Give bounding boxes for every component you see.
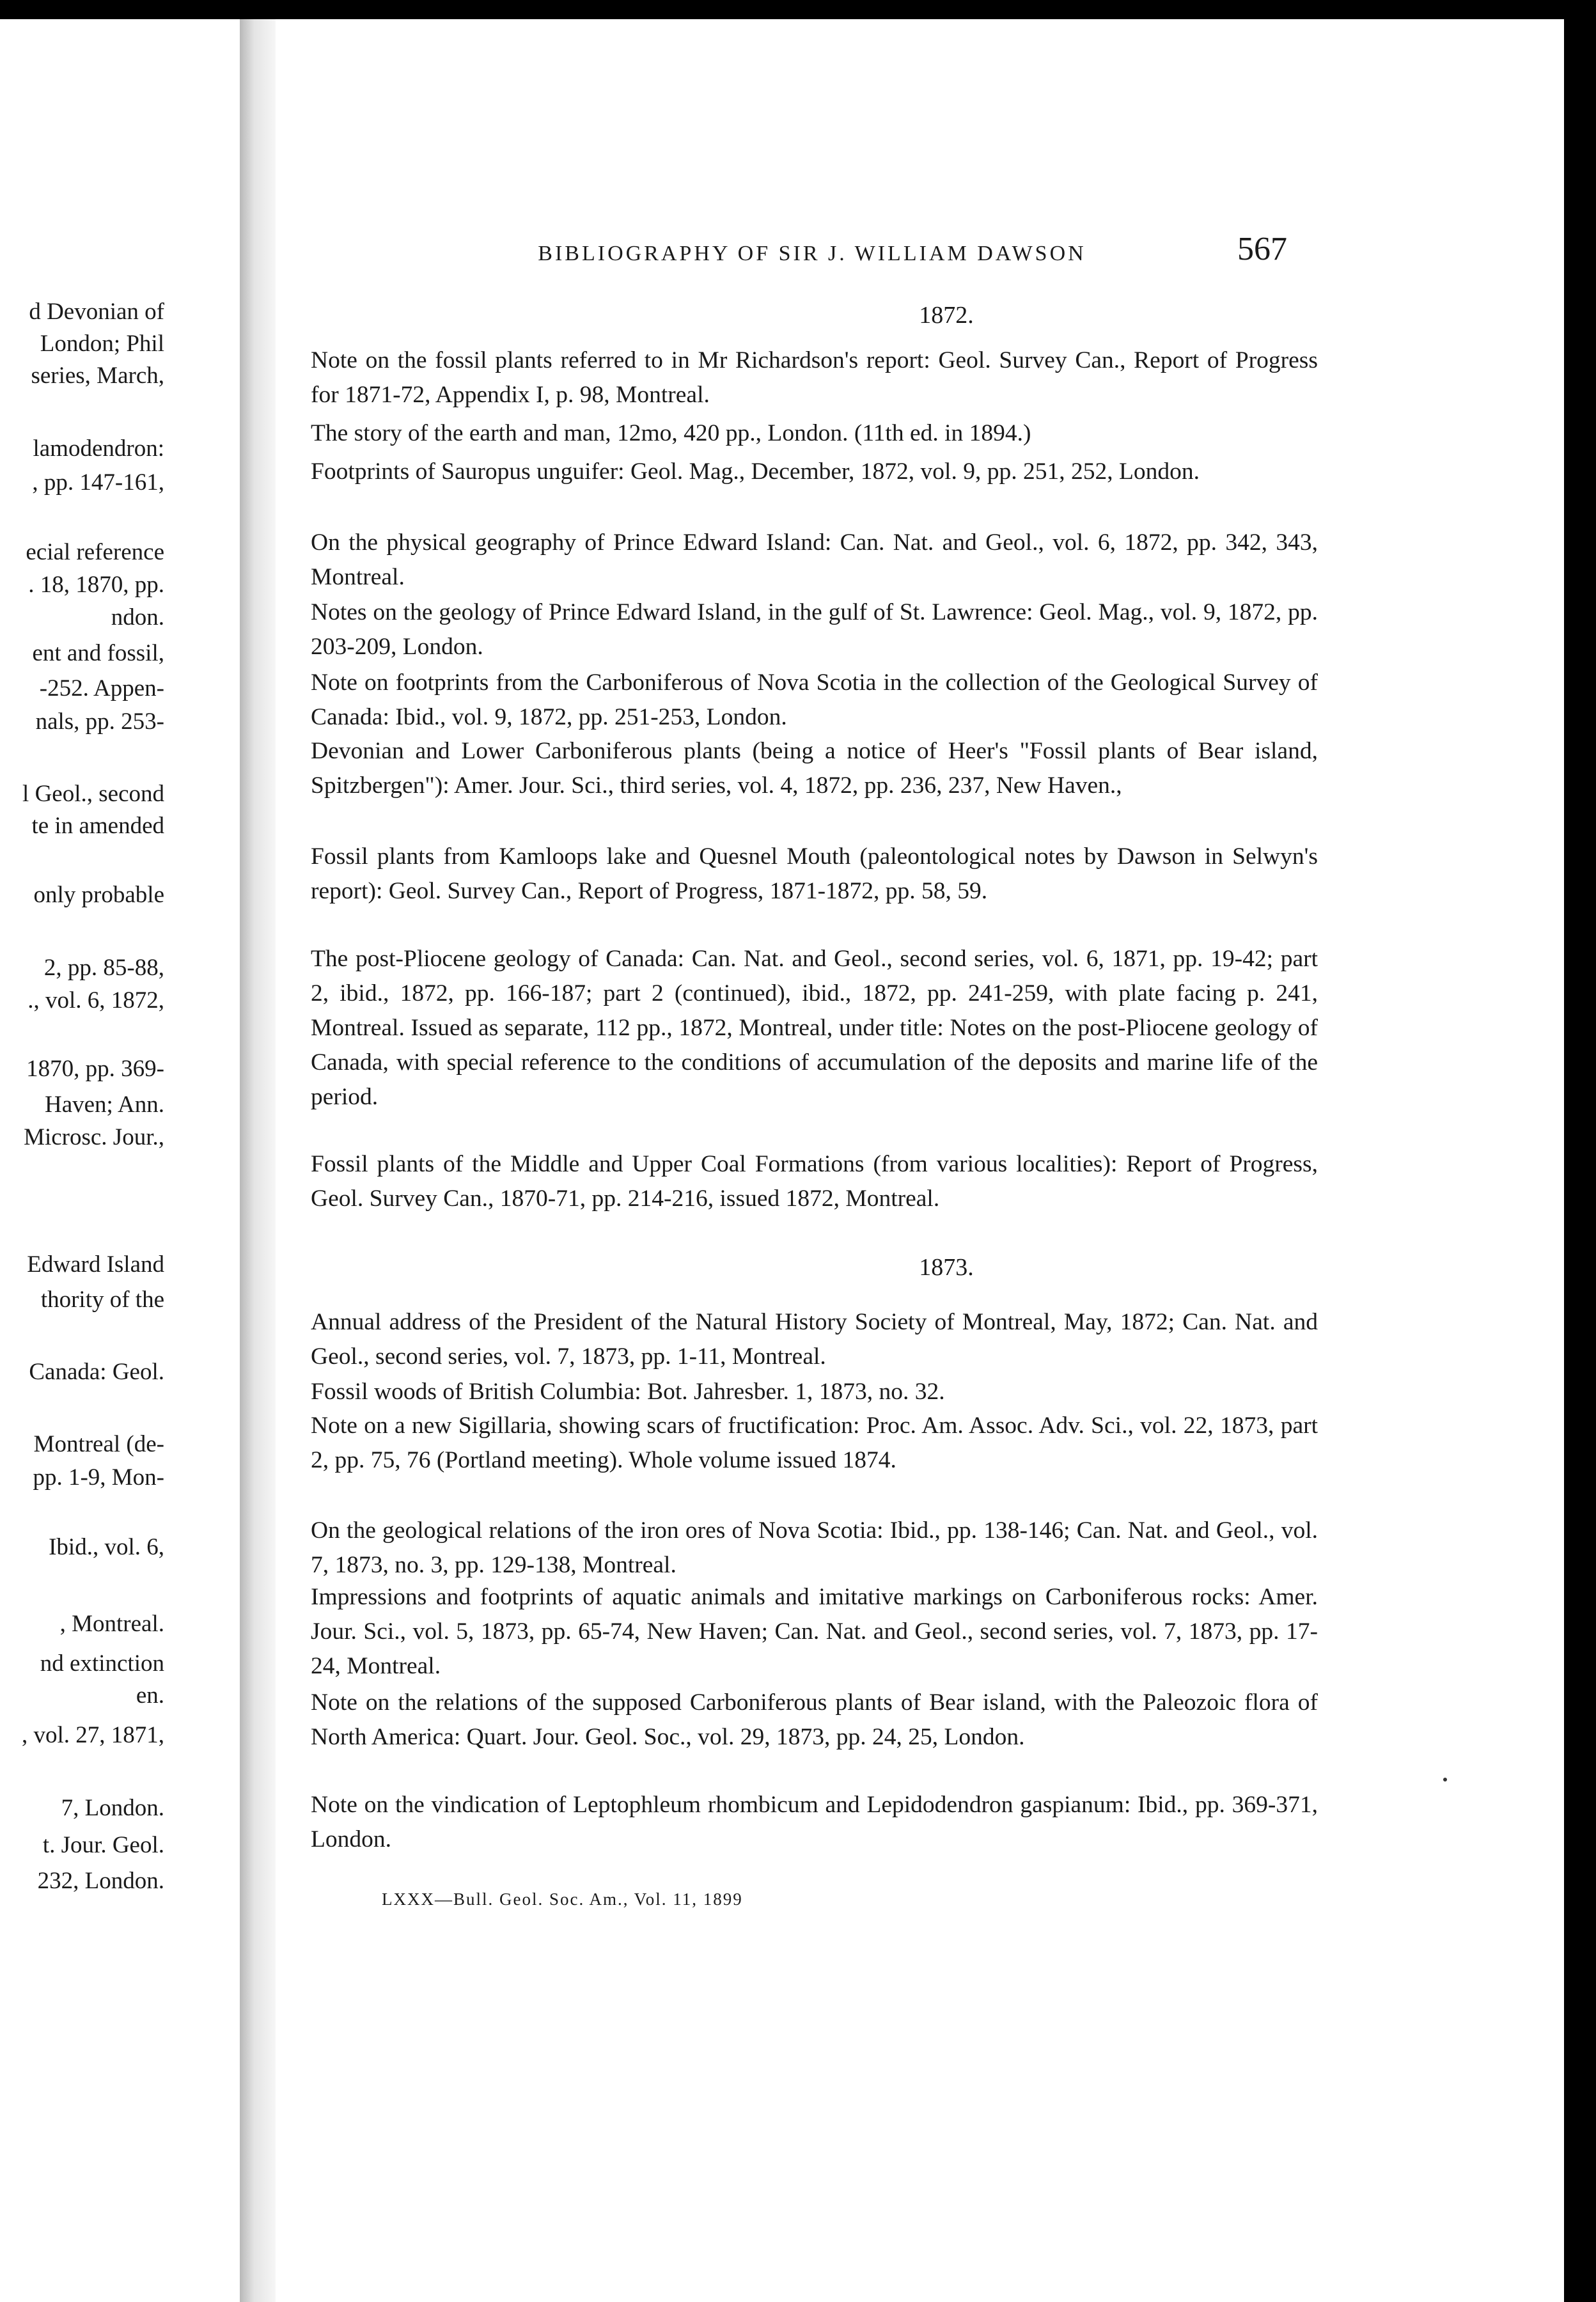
bibliography-entry: The story of the earth and man, 12mo, 420 pp., London. (11th ed. in 1894.) <box>311 420 1031 446</box>
left-line: Microsc. Jour., <box>24 1124 164 1150</box>
bibliography-entry: Note on the vindication of Leptophleum rhombicum and Lepidodendron gaspianum: Ibid., pp. 369-371, London. <box>311 1792 1318 1852</box>
bibliography-entry: Note on footprints from the Carboniferous of Nova Scotia in the collection of the Geological Survey of Canada: Ibid., vol. 9, 1872, pp. 251-253, London. <box>311 669 1318 730</box>
bibliography-entry: Note on the relations of the supposed Carboniferous plants of Bear island, with the Paleozoic flora of North America: Quart. Jour. Geol. Soc., vol. 29, 1873, pp. 24, 25, London. <box>311 1689 1318 1750</box>
left-line: nals, pp. 253- <box>35 709 164 735</box>
left-line: , vol. 27, 1871, <box>21 1722 164 1748</box>
bibliography-entry: Note on a new Sigillaria, showing scars of fructification: Proc. Am. Assoc. Adv. Sci., vol. 22, 1873, part 2, pp. 75, 76 (Portland meeting). Whole volume issued 1874. <box>311 1413 1318 1473</box>
left-line: , pp. 147-161, <box>32 469 164 496</box>
left-line: te in amended <box>31 813 164 839</box>
left-line: t. Jour. Geol. <box>42 1832 164 1858</box>
scan-speck <box>1443 1778 1447 1781</box>
left-line: lamodendron: <box>33 435 164 462</box>
left-line: 232, London. <box>37 1868 164 1894</box>
left-line: Canada: Geol. <box>29 1359 164 1385</box>
bibliography-entry: Fossil woods of British Columbia: Bot. Jahresber. 1, 1873, no. 32. <box>311 1379 945 1405</box>
left-line: London; Phil <box>40 331 164 357</box>
book-gutter-shadow <box>240 19 276 2302</box>
left-line: thority of the <box>40 1287 164 1313</box>
left-line: ecial reference <box>26 539 164 565</box>
left-page-fragment <box>0 0 240 2302</box>
bibliography-entry: On the physical geography of Prince Edward Island: Can. Nat. and Geol., vol. 6, 1872, pp. 342, 343, Montreal. <box>311 529 1318 590</box>
left-line: l Geol., second <box>22 781 164 807</box>
left-line: Haven; Ann. <box>44 1092 164 1118</box>
left-line: , Montreal. <box>59 1611 164 1637</box>
left-line: nd extinction <box>40 1650 164 1677</box>
left-line: 2, pp. 85-88, <box>43 955 164 981</box>
bibliography-entry: Notes on the geology of Prince Edward Island, in the gulf of St. Lawrence: Geol. Mag., vol. 9, 1872, pp. 203-209, London. <box>311 599 1318 660</box>
running-head: BIBLIOGRAPHY OF SIR J. WILLIAM DAWSON <box>538 242 1086 265</box>
left-line: Montreal (de- <box>33 1431 164 1457</box>
scan-right-border <box>1564 0 1596 2302</box>
left-line: Ibid., vol. 6, <box>49 1534 164 1560</box>
left-line: series, March, <box>31 363 164 389</box>
bibliography-entry: Impressions and footprints of aquatic animals and imitative markings on Carboniferous rocks: Amer. Jour. Sci., vol. 5, 1873, pp. 65-74, New Haven; Can. Nat. and Geol., second series, vol. 7, 1873, pp. 17-24, Montreal. <box>311 1584 1318 1679</box>
bibliography-entry: Fossil plants from Kamloops lake and Quesnel Mouth (paleontological notes by Dawson in Selwyn's report): Geol. Survey Can., Report of Progress, 1871-1872, pp. 58, 59. <box>311 843 1318 904</box>
left-line: ., vol. 6, 1872, <box>27 987 164 1014</box>
bibliography-entry: On the geological relations of the iron ores of Nova Scotia: Ibid., pp. 138-146; Can. Nat. and Geol., vol. 7, 1873, no. 3, pp. 129-138, Montreal. <box>311 1517 1318 1578</box>
bibliography-entry: Devonian and Lower Carboniferous plants (being a notice of Heer's "Fossil plants of Bear island, Spitzbergen"): Amer. Jour. Sci., third series, vol. 4, 1872, pp. 236, 237, New Haven., <box>311 738 1318 799</box>
year-heading-1872: 1872. <box>919 302 974 329</box>
left-line: . 18, 1870, pp. <box>28 572 164 598</box>
bibliography-entry: The post-Pliocene geology of Canada: Can. Nat. and Geol., second series, vol. 6, 1871, pp. 19-42; part 2, ibid., 1872, pp. 166-187; part 2 (continued), ibid., 1872, pp. 241-259, with plate facing p. 241, Montreal. Issued as separate, 112 pp., 1872, Montreal, under title: Notes on the post-Pliocene geology of Canada, with special reference to the conditions of accumulation of the deposits and marine life of the period. <box>311 946 1318 1110</box>
bibliography-entry: Note on the fossil plants referred to in Mr Richardson's report: Geol. Survey Can., Report of Progress for 1871-72, Appendix I, p. 98, Montreal. <box>311 347 1318 408</box>
page-footer-signature: LXXX—Bull. Geol. Soc. Am., Vol. 11, 1899 <box>382 1890 743 1909</box>
page-number: 567 <box>1237 231 1287 267</box>
left-line: Edward Island <box>27 1251 164 1278</box>
bibliography-entry: Fossil plants of the Middle and Upper Coal Formations (from various localities): Report of Progress, Geol. Survey Can., 1870-71, pp. 214-216, issued 1872, Montreal. <box>311 1151 1318 1212</box>
left-line: pp. 1-9, Mon- <box>33 1464 164 1491</box>
bibliography-entry: Annual address of the President of the Natural History Society of Montreal, May, 1872; Can. Nat. and Geol., second series, vol. 7, 1873, pp. 1-11, Montreal. <box>311 1309 1318 1370</box>
left-line: en. <box>136 1682 164 1709</box>
left-line: d Devonian of <box>29 299 164 325</box>
left-line: 7, London. <box>61 1795 164 1821</box>
left-line: ndon. <box>111 604 164 630</box>
left-line: -252. Appen- <box>39 675 164 701</box>
left-line: only probable <box>33 882 164 908</box>
left-line: ent and fossil, <box>32 640 164 666</box>
bibliography-entry: Footprints of Sauropus unguifer: Geol. Mag., December, 1872, vol. 9, pp. 251, 252, London. <box>311 458 1200 485</box>
left-line: 1870, pp. 369- <box>26 1056 164 1082</box>
year-heading-1873: 1873. <box>919 1254 974 1281</box>
